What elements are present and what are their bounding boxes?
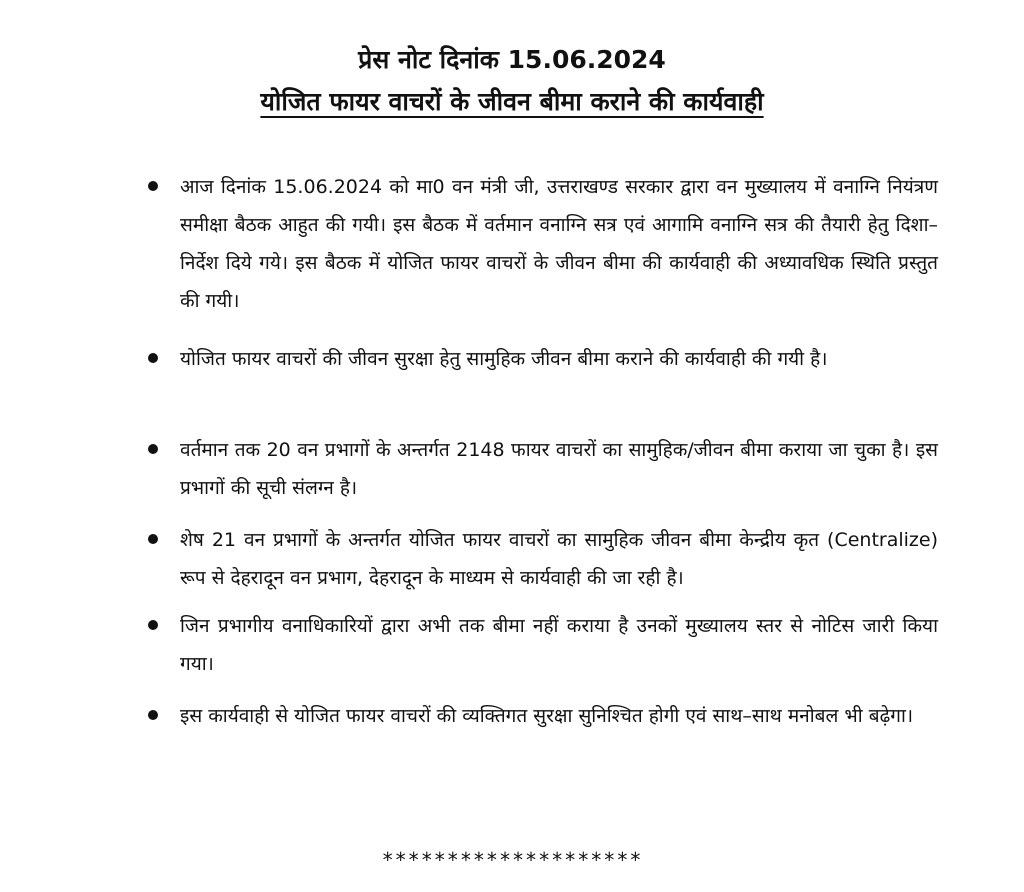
bullet-text-3: वर्तमान तक 20 वन प्रभागों के अन्तर्गत 2148 फायर वाचरों का सामुहिक/जीवन बीमा कराया जा चुका है। इस प्रभागों की सूची संलग्न है।: [180, 439, 938, 499]
bullet-text-2: योजित फायर वाचरों की जीवन सुरक्षा हेतु सामुहिक जीवन बीमा कराने की कार्यवाही की गयी है।: [180, 348, 828, 370]
page-title: प्रेस नोट दिनांक 15.06.2024: [358, 45, 666, 74]
page-subtitle: योजित फायर वाचरों के जीवन बीमा कराने की कार्यवाही: [260, 87, 764, 116]
bullet-dot-icon: [148, 534, 158, 544]
bullet-dot-icon: [148, 710, 158, 720]
bullet-dot-icon: [148, 181, 158, 191]
bullet-dot-icon: [148, 444, 158, 454]
bullet-dot-icon: [148, 353, 158, 363]
bullet-dot-icon: [148, 620, 158, 630]
bullet-text-5: जिन प्रभागीय वनाधिकारियों द्वारा अभी तक बीमा नहीं कराया है उनकों मुख्यालय स्तर से नोटिस जारी किया गया।: [180, 615, 938, 675]
bullet-text-6: इस कार्यवाही से योजित फायर वाचरों की व्यक्तिगत सुरक्षा सुनिश्चित होगी एवं साथ–साथ मनोबल भी बढ़ेगा।: [180, 705, 914, 727]
bullet-text-1: आज दिनांक 15.06.2024 को मा0 वन मंत्री जी, उत्तराखण्ड सरकार द्वारा वन मुख्यालय में वनाग्नि नियंत्रण समीक्षा बैठक आहुत की गयी। इस बैठक में वर्तमान वनाग्नि सत्र एवं आगामि वनाग्नि सत्र की तैयारी हेतु दिशा–निर्देश दिये गये। इस बैठक में योजित फायर वाचरों के जीवन बीमा की कार्यवाही की अध्यावधिक स्थिति प्रस्तुत की गयी।: [180, 176, 938, 312]
footer-separator: ********************: [381, 848, 643, 872]
bullet-text-4: शेष 21 वन प्रभागों के अन्तर्गत योजित फायर वाचरों का सामुहिक जीवन बीमा केन्द्रीय कृत (Centralize) रूप से देहरादून वन प्रभाग, देहरादून के माध्यम से कार्यवाही की जा रही है।: [180, 529, 938, 589]
